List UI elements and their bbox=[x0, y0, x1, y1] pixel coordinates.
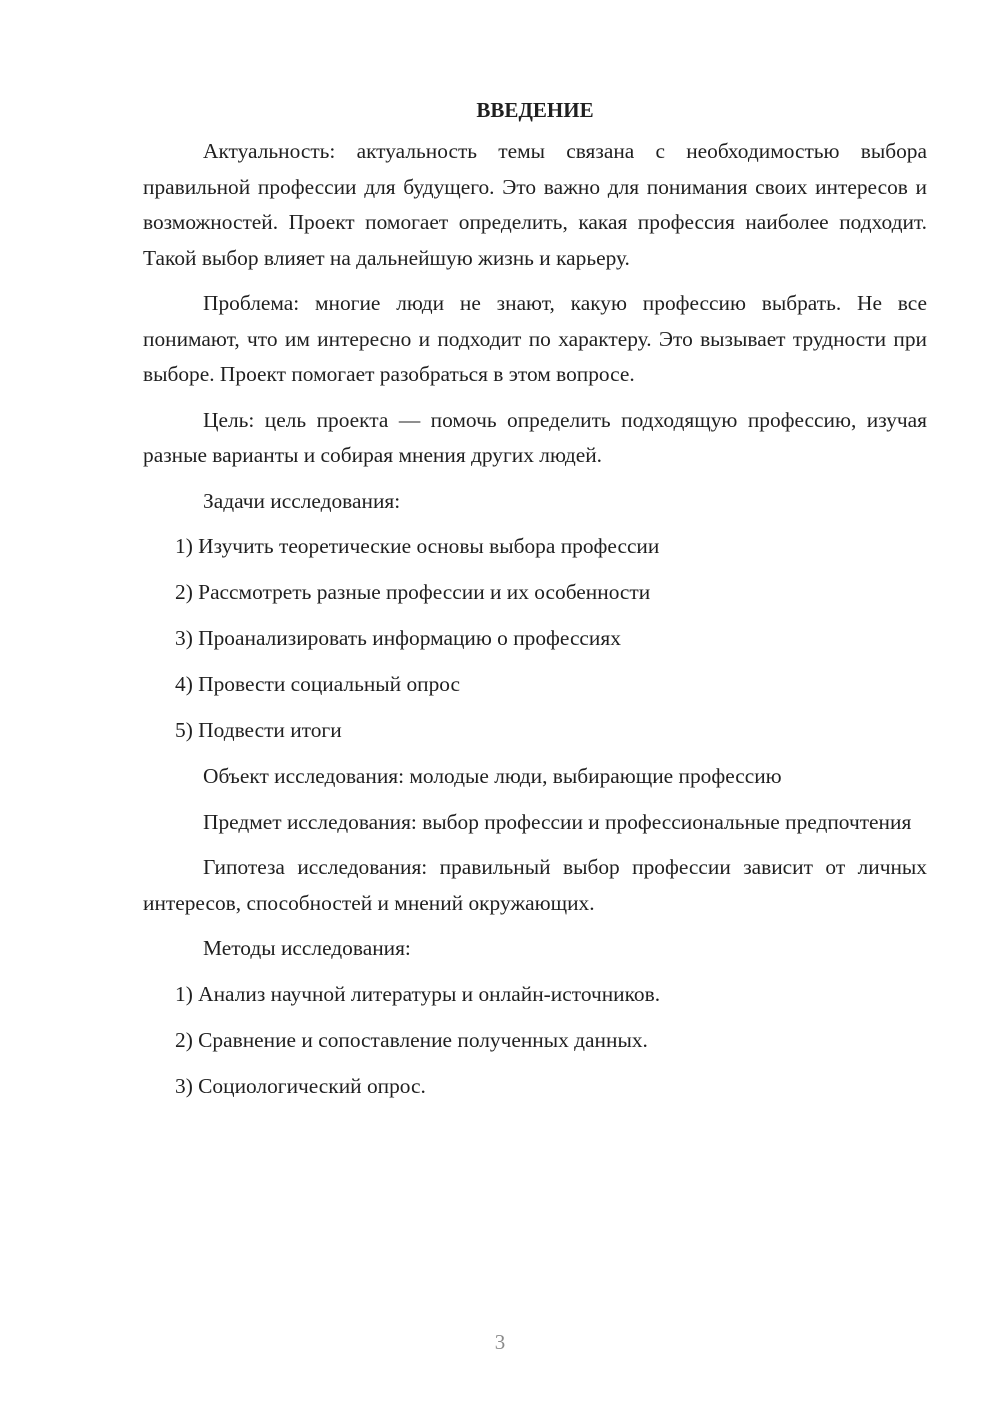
page-title: ВВЕДЕНИЕ bbox=[476, 98, 594, 122]
tasks-list bbox=[143, 529, 927, 749]
problem-paragraph: Проблема: многие люди не знают, какую профессию выбрать. Не все понимают, что им интересно и подходит по характеру. Это вызывает трудности при выборе. Проект помогает разобраться в этом вопросе. bbox=[143, 291, 927, 386]
task-item: 5) Подвести итоги bbox=[175, 718, 342, 742]
method-item: 3) Социологический опрос. bbox=[175, 1073, 426, 1098]
task-item: 4) Провести социальный опрос bbox=[175, 672, 461, 696]
goal-paragraph: Цель: цель проекта — помочь определить подходящую профессию, изучая разные варианты и собирая мнения других людей. bbox=[143, 407, 927, 467]
object-paragraph: Объект исследования: молодые люди, выбирающие профессию bbox=[203, 764, 782, 788]
task-item: 3) Проанализировать информацию о профессиях bbox=[175, 626, 621, 650]
methods-heading: Методы исследования: bbox=[203, 936, 411, 960]
tasks-heading: Задачи исследования: bbox=[203, 488, 401, 513]
method-item: 2) Сравнение и сопоставление полученных данных. bbox=[175, 1027, 648, 1052]
hypothesis-paragraph: Гипотеза исследования: правильный выбор профессии зависит от личных интересов, способностей и мнений окружающих. bbox=[143, 855, 927, 915]
relevance-paragraph: Актуальность: актуальность темы связана с необходимостью выбора правильной профессии для будущего. Это важно для понимания своих интересов и возможностей. Проект помогает определить, какая профессия наиболее подходит. Такой выбор влияет на дальнейшую жизнь и карьеру. bbox=[143, 139, 927, 270]
page-content bbox=[143, 90, 927, 1115]
page-number: 3 bbox=[494, 1330, 506, 1354]
method-item: 1) Анализ научной литературы и онлайн-источников. bbox=[175, 981, 661, 1006]
methods-list bbox=[143, 977, 927, 1105]
task-item: 1) Изучить теоретические основы выбора профессии bbox=[175, 534, 660, 558]
subject-paragraph: Предмет исследования: выбор профессии и профессиональные предпочтения bbox=[203, 809, 912, 834]
task-item: 2) Рассмотреть разные профессии и их особенности bbox=[175, 580, 651, 604]
